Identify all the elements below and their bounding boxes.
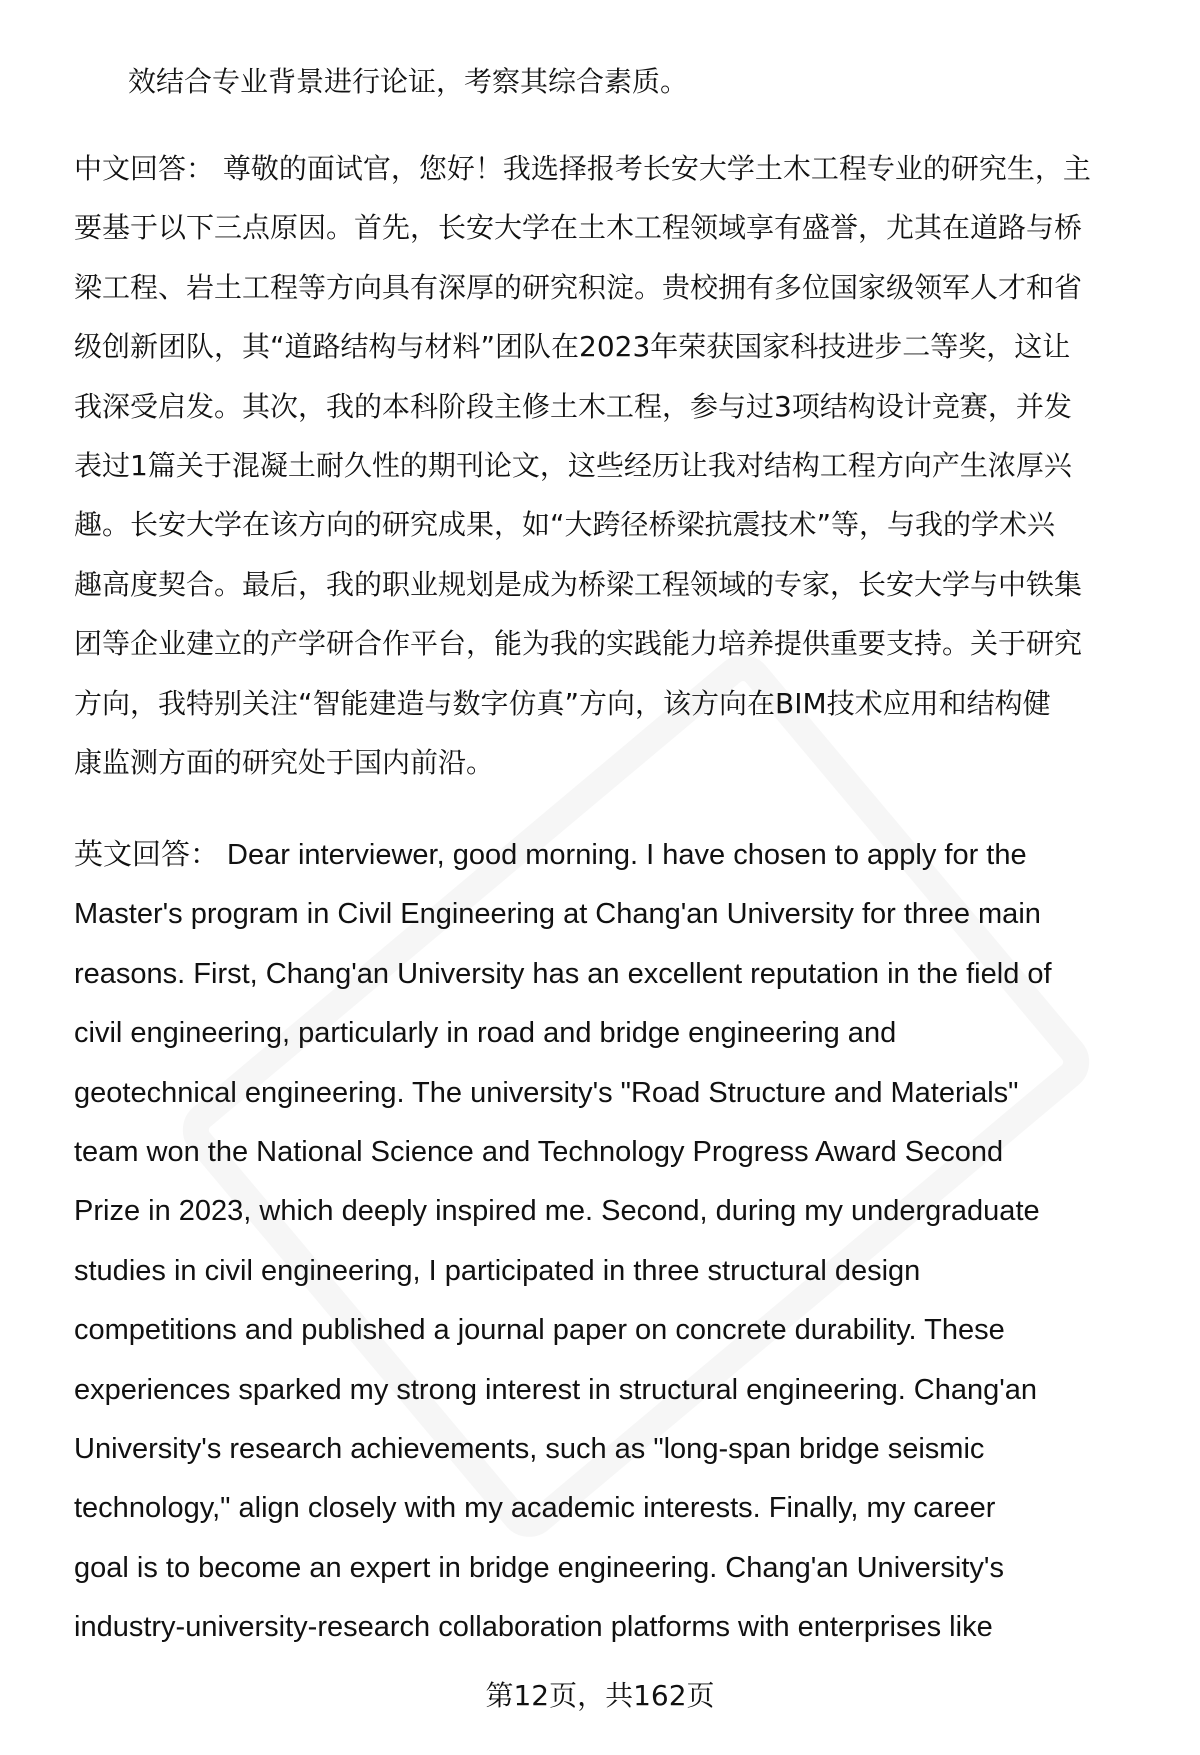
text-line: industry-university-research collaboration platforms with enterprises like <box>74 1611 993 1644</box>
page-number: 第12页，共162页 <box>485 1679 715 1712</box>
text-line: University's research achievements, such as "long-span bridge seismic <box>74 1433 985 1465</box>
text-line: 中文回答： 尊敬的面试官，您好！我选择报考长安大学土木工程专业的研究生，主 <box>74 152 1091 185</box>
text-line: 级创新团队，其“道路结构与材料”团队在2023年荣获国家科技进步二等奖，这让 <box>74 330 1071 364</box>
text-line: 英文回答： Dear interviewer, good morning. I have chosen to apply for the <box>74 839 1027 871</box>
text-line: Prize in 2023, which deeply inspired me. Second, during my undergraduate <box>74 1195 1040 1228</box>
text-line: experiences sparked my strong interest in structural engineering. Chang'an <box>74 1373 1038 1406</box>
text-line: civil engineering, particularly in road and bridge engineering and <box>74 1017 897 1050</box>
text-line: 团等企业建立的产学研合作平台，能为我的实践能力培养提供重要支持。关于研究 <box>74 627 1083 661</box>
text-line: technology," align closely with my academic interests. Finally, my career <box>74 1492 996 1525</box>
text-line: team won the National Science and Technology Progress Award Second <box>74 1136 1004 1168</box>
intro-line: 效结合专业背景进行论证，考察其综合素质。 <box>128 65 689 98</box>
text-line: 我深受启发。其次，我的本科阶段主修土木工程，参与过3项结构设计竞赛，并发 <box>74 389 1072 423</box>
text-line: 方向，我特别关注“智能建造与数字仿真”方向，该方向在BIM技术应用和结构健 <box>74 686 1051 720</box>
text-line: 趣。长安大学在该方向的研究成果，如“大跨径桥梁抗震技术”等，与我的学术兴 <box>74 508 1056 542</box>
text-line: studies in civil engineering, I participated in three structural design <box>74 1254 921 1287</box>
text-line: 康监测方面的研究处于国内前沿。 <box>74 746 495 779</box>
text-line: Master's program in Civil Engineering at Chang'an University for three main <box>74 898 1041 931</box>
text-line: 趣高度契合。最后，我的职业规划是成为桥梁工程领域的专家，长安大学与中铁集 <box>74 567 1083 601</box>
text-line: 表过1篇关于混凝土耐久性的期刊论文，这些经历让我对结构工程方向产生浓厚兴 <box>74 449 1072 482</box>
text-line: 梁工程、岩土工程等方向具有深厚的研究积淀。贵校拥有多位国家级领军人才和省 <box>74 270 1083 304</box>
text-line: competitions and published a journal paper on concrete durability. These <box>74 1314 1005 1347</box>
text-line: goal is to become an expert in bridge engineering. Chang'an University's <box>74 1551 1004 1584</box>
text-line: reasons. First, Chang'an University has an excellent reputation in the field of <box>74 957 1052 990</box>
text-line: geotechnical engineering. The university's "Road Structure and Materials" <box>74 1076 1019 1109</box>
text-line: 要基于以下三点原因。首先，长安大学在土木工程领域享有盛誉，尤其在道路与桥 <box>74 211 1083 245</box>
